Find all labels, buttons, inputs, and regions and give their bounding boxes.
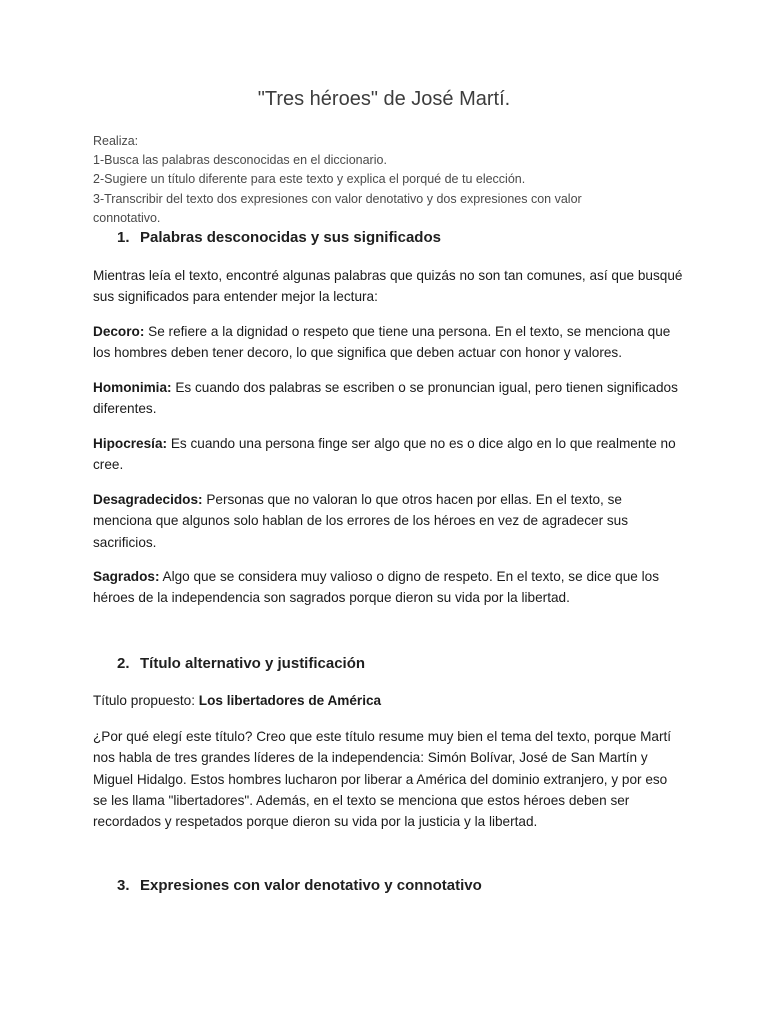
section-1-heading xyxy=(117,229,441,246)
section-number: 2. xyxy=(117,655,130,672)
term-definition: Es cuando dos palabras se escriben o se pronuncian igual, pero tienen significados diferentes. xyxy=(93,380,678,417)
section-1-intro: Mientras leía el texto, encontré algunas palabras que quizás no son tan comunes, así que busqué sus significados para entender mejor la lectura: xyxy=(93,268,683,305)
document-title: "Tres héroes" de José Martí. xyxy=(257,88,511,110)
term-paragraph xyxy=(93,566,683,609)
proposed-title: Los libertadores de América xyxy=(198,693,382,708)
instruction-line: Realiza: xyxy=(93,134,139,148)
term-label: Hipocresía: xyxy=(93,436,168,451)
term-label: Desagradecidos: xyxy=(93,492,203,507)
term-definition: Se refiere a la dignidad o respeto que tiene una persona. En el texto, se menciona que los hombres deben tener decoro, lo que significa que deben actuar con honor y valores. xyxy=(93,324,671,361)
section-3-heading xyxy=(117,877,482,894)
term-label: Decoro: xyxy=(93,324,145,339)
term-paragraph xyxy=(93,433,683,476)
section-heading-text: Palabras desconocidas y sus significados xyxy=(140,229,441,246)
instruction-line: 3-Transcribir del texto dos expresiones con valor denotativo y dos expresiones con valor xyxy=(93,191,582,206)
term-paragraph xyxy=(93,489,683,553)
section-2-heading xyxy=(117,655,365,672)
term-paragraph xyxy=(93,321,683,364)
term-definition: Personas que no valoran lo que otros hacen por ellas. En el texto, se menciona que algunos solo hablan de los errores de los héroes en vez de agradecer sus sacrificios. xyxy=(93,492,629,550)
proposed-title-label: Título propuesto: xyxy=(93,693,199,708)
term-label: Homonimia: xyxy=(93,380,172,395)
section-number: 1. xyxy=(117,229,130,246)
term-definition: Algo que se considera muy valioso o digno de respeto. En el texto, se dice que los héroes de la independencia son sagrados porque dieron su vida por la libertad. xyxy=(93,569,659,606)
instructions-block xyxy=(93,132,693,228)
proposed-title-line xyxy=(93,690,683,711)
section-heading-text: Expresiones con valor denotativo y connotativo xyxy=(140,877,482,894)
instruction-line: 2-Sugiere un título diferente para este texto y explica el porqué de tu elección. xyxy=(93,172,526,187)
justification-paragraph: ¿Por qué elegí este título? Creo que este título resume muy bien el tema del texto, porque Martí nos habla de tres grandes líderes de la independencia: Simón Bolívar, José de San Martín y Miguel Hidalgo. Estos hombres lucharon por liberar a América del dominio extranjero, y por eso se les llama "libertadores". Además, en el texto se menciona que estos héroes deben ser recordados y respetados porque dieron su vida por la justicia y la libertad. xyxy=(93,729,672,830)
section-number: 3. xyxy=(117,877,130,894)
term-definition: Es cuando una persona finge ser algo que no es o dice algo en lo que realmente no cree. xyxy=(93,436,676,473)
section-heading-text: Título alternativo y justificación xyxy=(140,655,366,672)
instruction-line: connotativo. xyxy=(93,210,161,225)
term-paragraph xyxy=(93,377,683,420)
instruction-line: 1-Busca las palabras desconocidas en el diccionario. xyxy=(93,153,387,168)
term-label: Sagrados: xyxy=(93,569,160,584)
